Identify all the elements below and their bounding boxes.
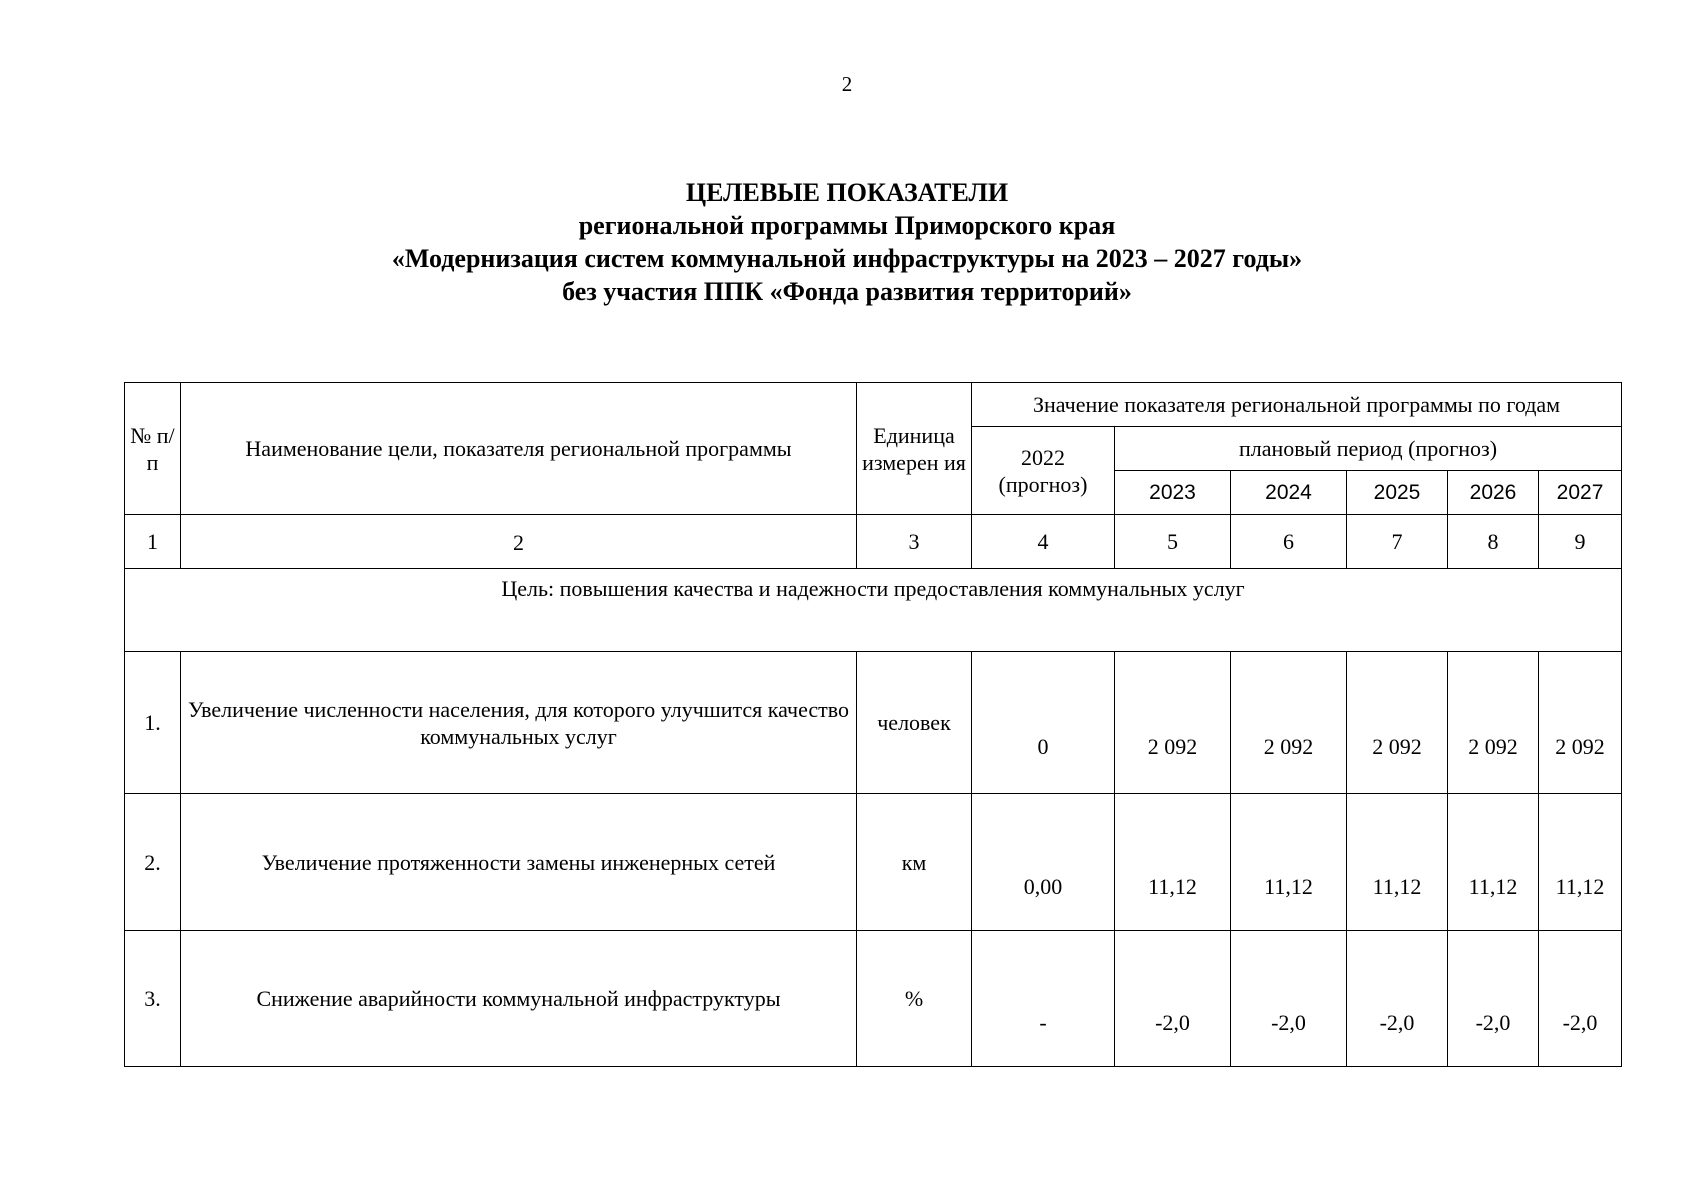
- goal-text: Цель: повышения качества и надежности предоставления коммунальных услуг: [125, 569, 1622, 652]
- year-value: -2,0: [1115, 931, 1231, 1067]
- indicator-unit: км: [857, 794, 972, 931]
- year-value: 11,12: [1115, 794, 1231, 931]
- column-number: 7: [1347, 515, 1448, 569]
- header-year: 2023: [1115, 471, 1231, 515]
- header-row-1: [125, 383, 1622, 427]
- column-number: 4: [972, 515, 1115, 569]
- header-unit: Единица измерен ия: [857, 383, 972, 515]
- indicator-name: Увеличение численности населения, для которого улучшится качество коммунальных услуг: [181, 652, 857, 794]
- row-number: 1.: [125, 652, 181, 794]
- base-value: 0,00: [972, 794, 1115, 931]
- year-value: 11,12: [1231, 794, 1347, 931]
- year-value: 2 092: [1347, 652, 1448, 794]
- row-number: 2.: [125, 794, 181, 931]
- column-number: 8: [1448, 515, 1539, 569]
- indicator-name: Увеличение протяженности замены инженерных сетей: [181, 794, 857, 931]
- column-number: 2: [181, 515, 857, 569]
- year-value: 11,12: [1448, 794, 1539, 931]
- year-value: 2 092: [1115, 652, 1231, 794]
- year-value: 2 092: [1539, 652, 1622, 794]
- year-value: -2,0: [1539, 931, 1622, 1067]
- column-numbers-row: [125, 515, 1622, 569]
- year-value: 11,12: [1347, 794, 1448, 931]
- base-value: -: [972, 931, 1115, 1067]
- year-value: 2 092: [1231, 652, 1347, 794]
- year-value: 11,12: [1539, 794, 1622, 931]
- year-value: 2 092: [1448, 652, 1539, 794]
- title-line-1: ЦЕЛЕВЫЕ ПОКАЗАТЕЛИ: [685, 178, 1009, 207]
- table-row: [125, 652, 1622, 794]
- table-row: [125, 931, 1622, 1067]
- goal-row: [125, 569, 1622, 652]
- page-number: 2: [841, 72, 853, 96]
- header-values-group: Значение показателя региональной программы по годам: [972, 383, 1622, 427]
- column-number: 5: [1115, 515, 1231, 569]
- title-line-2: региональной программы Приморского края: [578, 211, 1116, 240]
- header-year: 2025: [1347, 471, 1448, 515]
- header-name: Наименование цели, показателя региональной программы: [181, 383, 857, 515]
- column-number: 1: [125, 515, 181, 569]
- header-plan-period: плановый период (прогноз): [1115, 427, 1622, 471]
- year-value: -2,0: [1231, 931, 1347, 1067]
- title-line-3: «Модернизация систем коммунальной инфраструктуры на 2023 – 2027 годы»: [391, 244, 1303, 273]
- table-row: [125, 794, 1622, 931]
- title-line-4: без участия ППК «Фонда развития территорий»: [562, 277, 1132, 306]
- header-base-year: 2022 (прогноз): [972, 427, 1115, 515]
- row-number: 3.: [125, 931, 181, 1067]
- column-number: 3: [857, 515, 972, 569]
- indicator-unit: человек: [857, 652, 972, 794]
- year-value: -2,0: [1347, 931, 1448, 1067]
- header-year: 2026: [1448, 471, 1539, 515]
- indicator-unit: %: [857, 931, 972, 1067]
- base-value: 0: [972, 652, 1115, 794]
- year-value: -2,0: [1448, 931, 1539, 1067]
- indicator-name: Снижение аварийности коммунальной инфраструктуры: [181, 931, 857, 1067]
- header-num: № п/п: [125, 383, 181, 515]
- header-year: 2024: [1231, 471, 1347, 515]
- indicators-table: [124, 382, 1622, 1067]
- column-number: 9: [1539, 515, 1622, 569]
- column-number: 6: [1231, 515, 1347, 569]
- header-year: 2027: [1539, 471, 1622, 515]
- document-title: [0, 176, 1694, 308]
